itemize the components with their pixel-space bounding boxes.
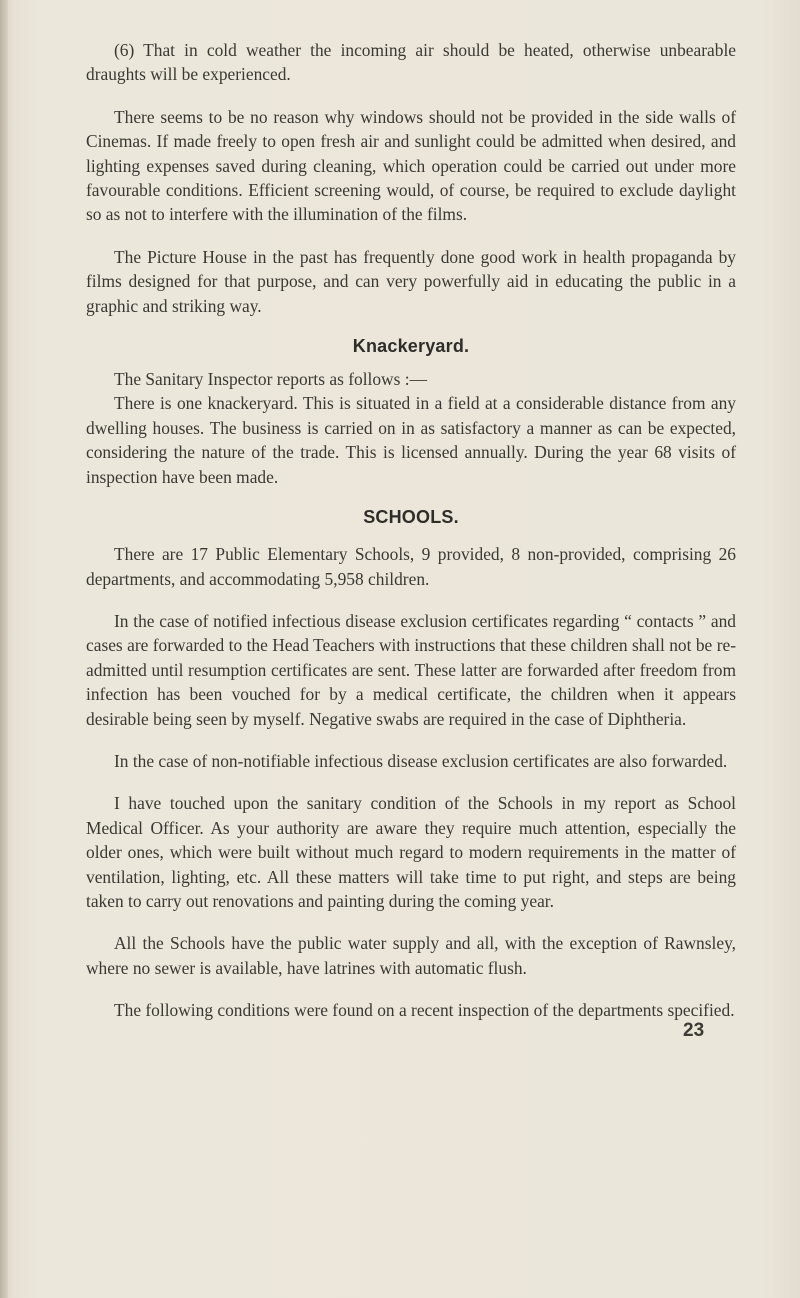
paragraph-picture-house: The Picture House in the past has frequently done good work in health propaganda by films designed for that purpose, and can very powerfully aid in educating the public in a graphic and striking way. xyxy=(86,246,736,316)
paragraph-windows: There seems to be no reason why windows should not be provided in the side walls of Cinemas. If made freely to open fresh air and sunlight could be admitted when desired, and lighting expenses saved during cleaning, which operation could be carried out under more favourable conditions. Efficient screening would, of course, be required to exclude daylight so as not to interfere with the illumination of the films. xyxy=(86,106,736,225)
paragraph-water-supply: All the Schools have the public water supply and all, with the exception of Rawnsley, where no sewer is available, have latrines with automatic flush. xyxy=(86,933,736,978)
binding-edge xyxy=(0,0,8,1298)
paragraph-following-conditions: The following conditions were found on a recent inspection of the departments specified. xyxy=(114,1000,735,1021)
heading-knackeryard: Knackeryard. xyxy=(352,336,470,357)
page-number: 23 xyxy=(683,1020,705,1041)
paragraph-sanitary-condition: I have touched upon the sanitary condition of the Schools in my report as School Medical Officer. As your authority are aware they require much attention, especially the older ones, which were built without much regard to modern requirements in the matter of ventilation, lighting, etc. All these matters will take time to put right, and steps are being taken to carry out renovations and painting during the coming year. xyxy=(86,793,736,911)
paragraph-inspector-intro: The Sanitary Inspector reports as follows :— xyxy=(114,369,427,390)
paragraph-schools-count: There are 17 Public Elementary Schools, 9 provided, 8 non-provided, comprising 26 departments, and accommodating 5,958 children. xyxy=(86,544,736,589)
paragraph-heating: (6) That in cold weather the incoming air should be heated, otherwise unbearable draughts will be experienced. xyxy=(86,40,736,85)
paragraph-non-notifiable: In the case of non-notifiable infectious disease exclusion certificates are also forwarded. xyxy=(114,750,728,771)
heading-schools: SCHOOLS. xyxy=(363,507,459,528)
paragraph-notified-disease: In the case of notified infectious disease exclusion certificates regarding “ contacts ” and cases are forwarded to the Head Teachers with instructions that these children shall not be re-admitted until resumption certificates are sent. These latter are forwarded after freedom from infection has been vouched for by a medical certificate, the children when it appears desirable being seen by myself. Negative swabs are required in the case of Diphtheria. xyxy=(86,610,736,729)
paragraph-knackeryard: There is one knackeryard. This is situated in a field at a considerable distance from any dwelling houses. The business is carried on in as satisfactory a manner as can be expected, considering the nature of the trade. This is licensed annually. During the year 68 visits of inspection have been made. xyxy=(86,393,736,487)
page-content xyxy=(86,38,736,1041)
